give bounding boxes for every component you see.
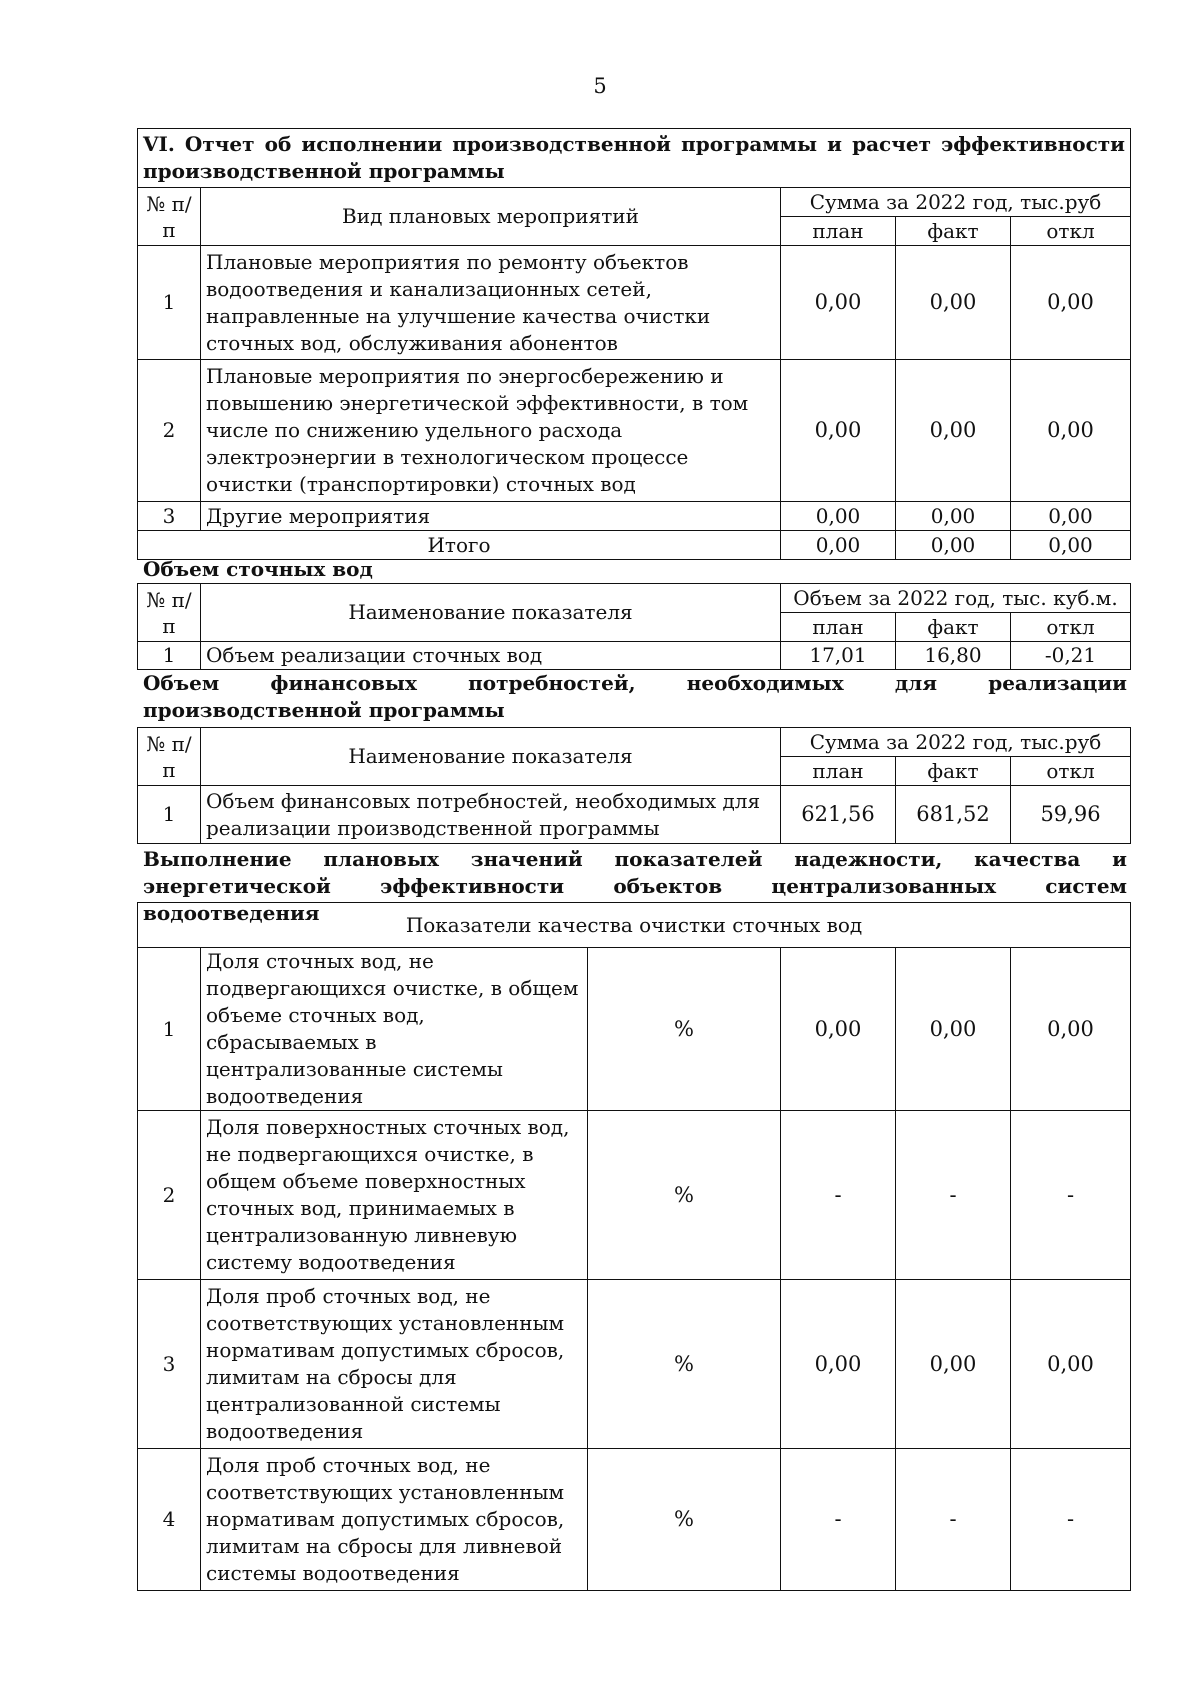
row-unit: %: [588, 948, 781, 1111]
col-plan-header: план: [781, 613, 896, 642]
table-row: [138, 642, 1131, 670]
row-number: 1: [138, 786, 201, 844]
row-plan: 0,00: [781, 948, 896, 1111]
production-program-table: [137, 128, 1131, 560]
financial-needs-heading: Объем финансовых потребностей, необходимых для реализации производственной программы: [143, 671, 1127, 722]
row-dev: 59,96: [1011, 786, 1131, 844]
row-fact: 0,00: [896, 360, 1011, 502]
wastewater-volume-table: [137, 583, 1131, 670]
col-dev-header: откл: [1011, 613, 1131, 642]
row-number: 4: [138, 1449, 201, 1591]
row-dev: 0,00: [1011, 246, 1131, 360]
col-sum-header: Сумма за 2022 год, тыс.руб: [781, 728, 1131, 757]
row-unit: %: [588, 1449, 781, 1591]
row-name: Объем реализации сточных вод: [201, 642, 781, 670]
total-label: Итого: [138, 531, 781, 560]
row-unit: %: [588, 1280, 781, 1449]
indicators-heading: Выполнение плановых значений показателей надежности, качества и энергетической эффективности объектов централизованных систем водоотведения: [143, 847, 1127, 925]
col-name-header: Наименование показателя: [201, 728, 781, 786]
row-name: Доля проб сточных вод, не соответствующих установленным нормативам допустимых сбросов, лимитам на сбросы для централизованной системы водоотведения: [201, 1280, 588, 1449]
row-dev: -: [1011, 1449, 1131, 1591]
col-num-header: № п/п: [138, 188, 201, 246]
table-row: [138, 246, 1131, 360]
row-dev: 0,00: [1011, 948, 1131, 1111]
row-number: 2: [138, 360, 201, 502]
col-fact-header: факт: [896, 757, 1011, 786]
row-number: 3: [138, 1280, 201, 1449]
row-fact: 0,00: [896, 502, 1011, 531]
row-name: Плановые мероприятия по ремонту объектов водоотведения и канализационных сетей, направленные на улучшение качества очистки сточных вод, обслуживания абонентов: [201, 246, 781, 360]
indicators-table: [137, 902, 1131, 1591]
total-fact: 0,00: [896, 531, 1011, 560]
page-number: 5: [593, 74, 607, 98]
table-row: [138, 502, 1131, 531]
row-name: Объем финансовых потребностей, необходимых для реализации производственной программы: [201, 786, 781, 844]
row-plan: 0,00: [781, 246, 896, 360]
row-unit: %: [588, 1111, 781, 1280]
quality-subheader: Показатели качества очистки сточных вод: [138, 903, 1131, 948]
row-plan: -: [781, 1449, 896, 1591]
col-num-header: № п/п: [138, 584, 201, 642]
row-dev: -0,21: [1011, 642, 1131, 670]
row-number: 1: [138, 246, 201, 360]
row-fact: -: [896, 1449, 1011, 1591]
row-fact: 0,00: [896, 246, 1011, 360]
row-dev: 0,00: [1011, 1280, 1131, 1449]
row-plan: 621,56: [781, 786, 896, 844]
col-fact-header: факт: [896, 217, 1011, 246]
row-name: Доля проб сточных вод, не соответствующих установленным нормативам допустимых сбросов, лимитам на сбросы для ливневой системы водоотведения: [201, 1449, 588, 1591]
section-title: VI. Отчет об исполнении производственной программы и расчет эффективности производственной программы: [138, 129, 1131, 188]
total-plan: 0,00: [781, 531, 896, 560]
col-name-header: Наименование показателя: [201, 584, 781, 642]
row-fact: 16,80: [896, 642, 1011, 670]
row-name: Доля поверхностных сточных вод, не подвергающихся очистке, в общем объеме поверхностных сточных вод, принимаемых в централизованную ливневую систему водоотведения: [201, 1111, 588, 1280]
row-fact: 0,00: [896, 948, 1011, 1111]
col-plan-header: план: [781, 757, 896, 786]
row-number: 1: [138, 642, 201, 670]
row-plan: 0,00: [781, 502, 896, 531]
col-volume-header: Объем за 2022 год, тыс. куб.м.: [781, 584, 1131, 613]
col-fact-header: факт: [896, 613, 1011, 642]
row-plan: 0,00: [781, 1280, 896, 1449]
row-dev: 0,00: [1011, 360, 1131, 502]
row-number: 2: [138, 1111, 201, 1280]
row-fact: 681,52: [896, 786, 1011, 844]
wastewater-volume-heading: Объем сточных вод: [143, 557, 373, 581]
table-row: [138, 360, 1131, 502]
table-row: [138, 1111, 1131, 1280]
col-dev-header: откл: [1011, 757, 1131, 786]
row-dev: -: [1011, 1111, 1131, 1280]
row-fact: -: [896, 1111, 1011, 1280]
row-plan: 17,01: [781, 642, 896, 670]
row-number: 3: [138, 502, 201, 531]
table-row: [138, 1449, 1131, 1591]
col-dev-header: откл: [1011, 217, 1131, 246]
table-row: [138, 786, 1131, 844]
row-number: 1: [138, 948, 201, 1111]
row-name: Другие мероприятия: [201, 502, 781, 531]
row-name: Плановые мероприятия по энергосбережению и повышению энергетической эффективности, в том числе по снижению удельного расхода электроэнергии в технологическом процессе очистки (транспортировки) сточных вод: [201, 360, 781, 502]
row-dev: 0,00: [1011, 502, 1131, 531]
table-row: [138, 948, 1131, 1111]
table-row: [138, 1280, 1131, 1449]
financial-needs-table: [137, 727, 1131, 844]
row-plan: -: [781, 1111, 896, 1280]
col-plan-header: план: [781, 217, 896, 246]
col-num-header: № п/п: [138, 728, 201, 786]
row-name: Доля сточных вод, не подвергающихся очистке, в общем объеме сточных вод, сбрасываемых в централизованные системы водоотведения: [201, 948, 588, 1111]
col-sum-header: Сумма за 2022 год, тыс.руб: [781, 188, 1131, 217]
row-fact: 0,00: [896, 1280, 1011, 1449]
row-plan: 0,00: [781, 360, 896, 502]
total-dev: 0,00: [1011, 531, 1131, 560]
col-name-header: Вид плановых мероприятий: [201, 188, 781, 246]
